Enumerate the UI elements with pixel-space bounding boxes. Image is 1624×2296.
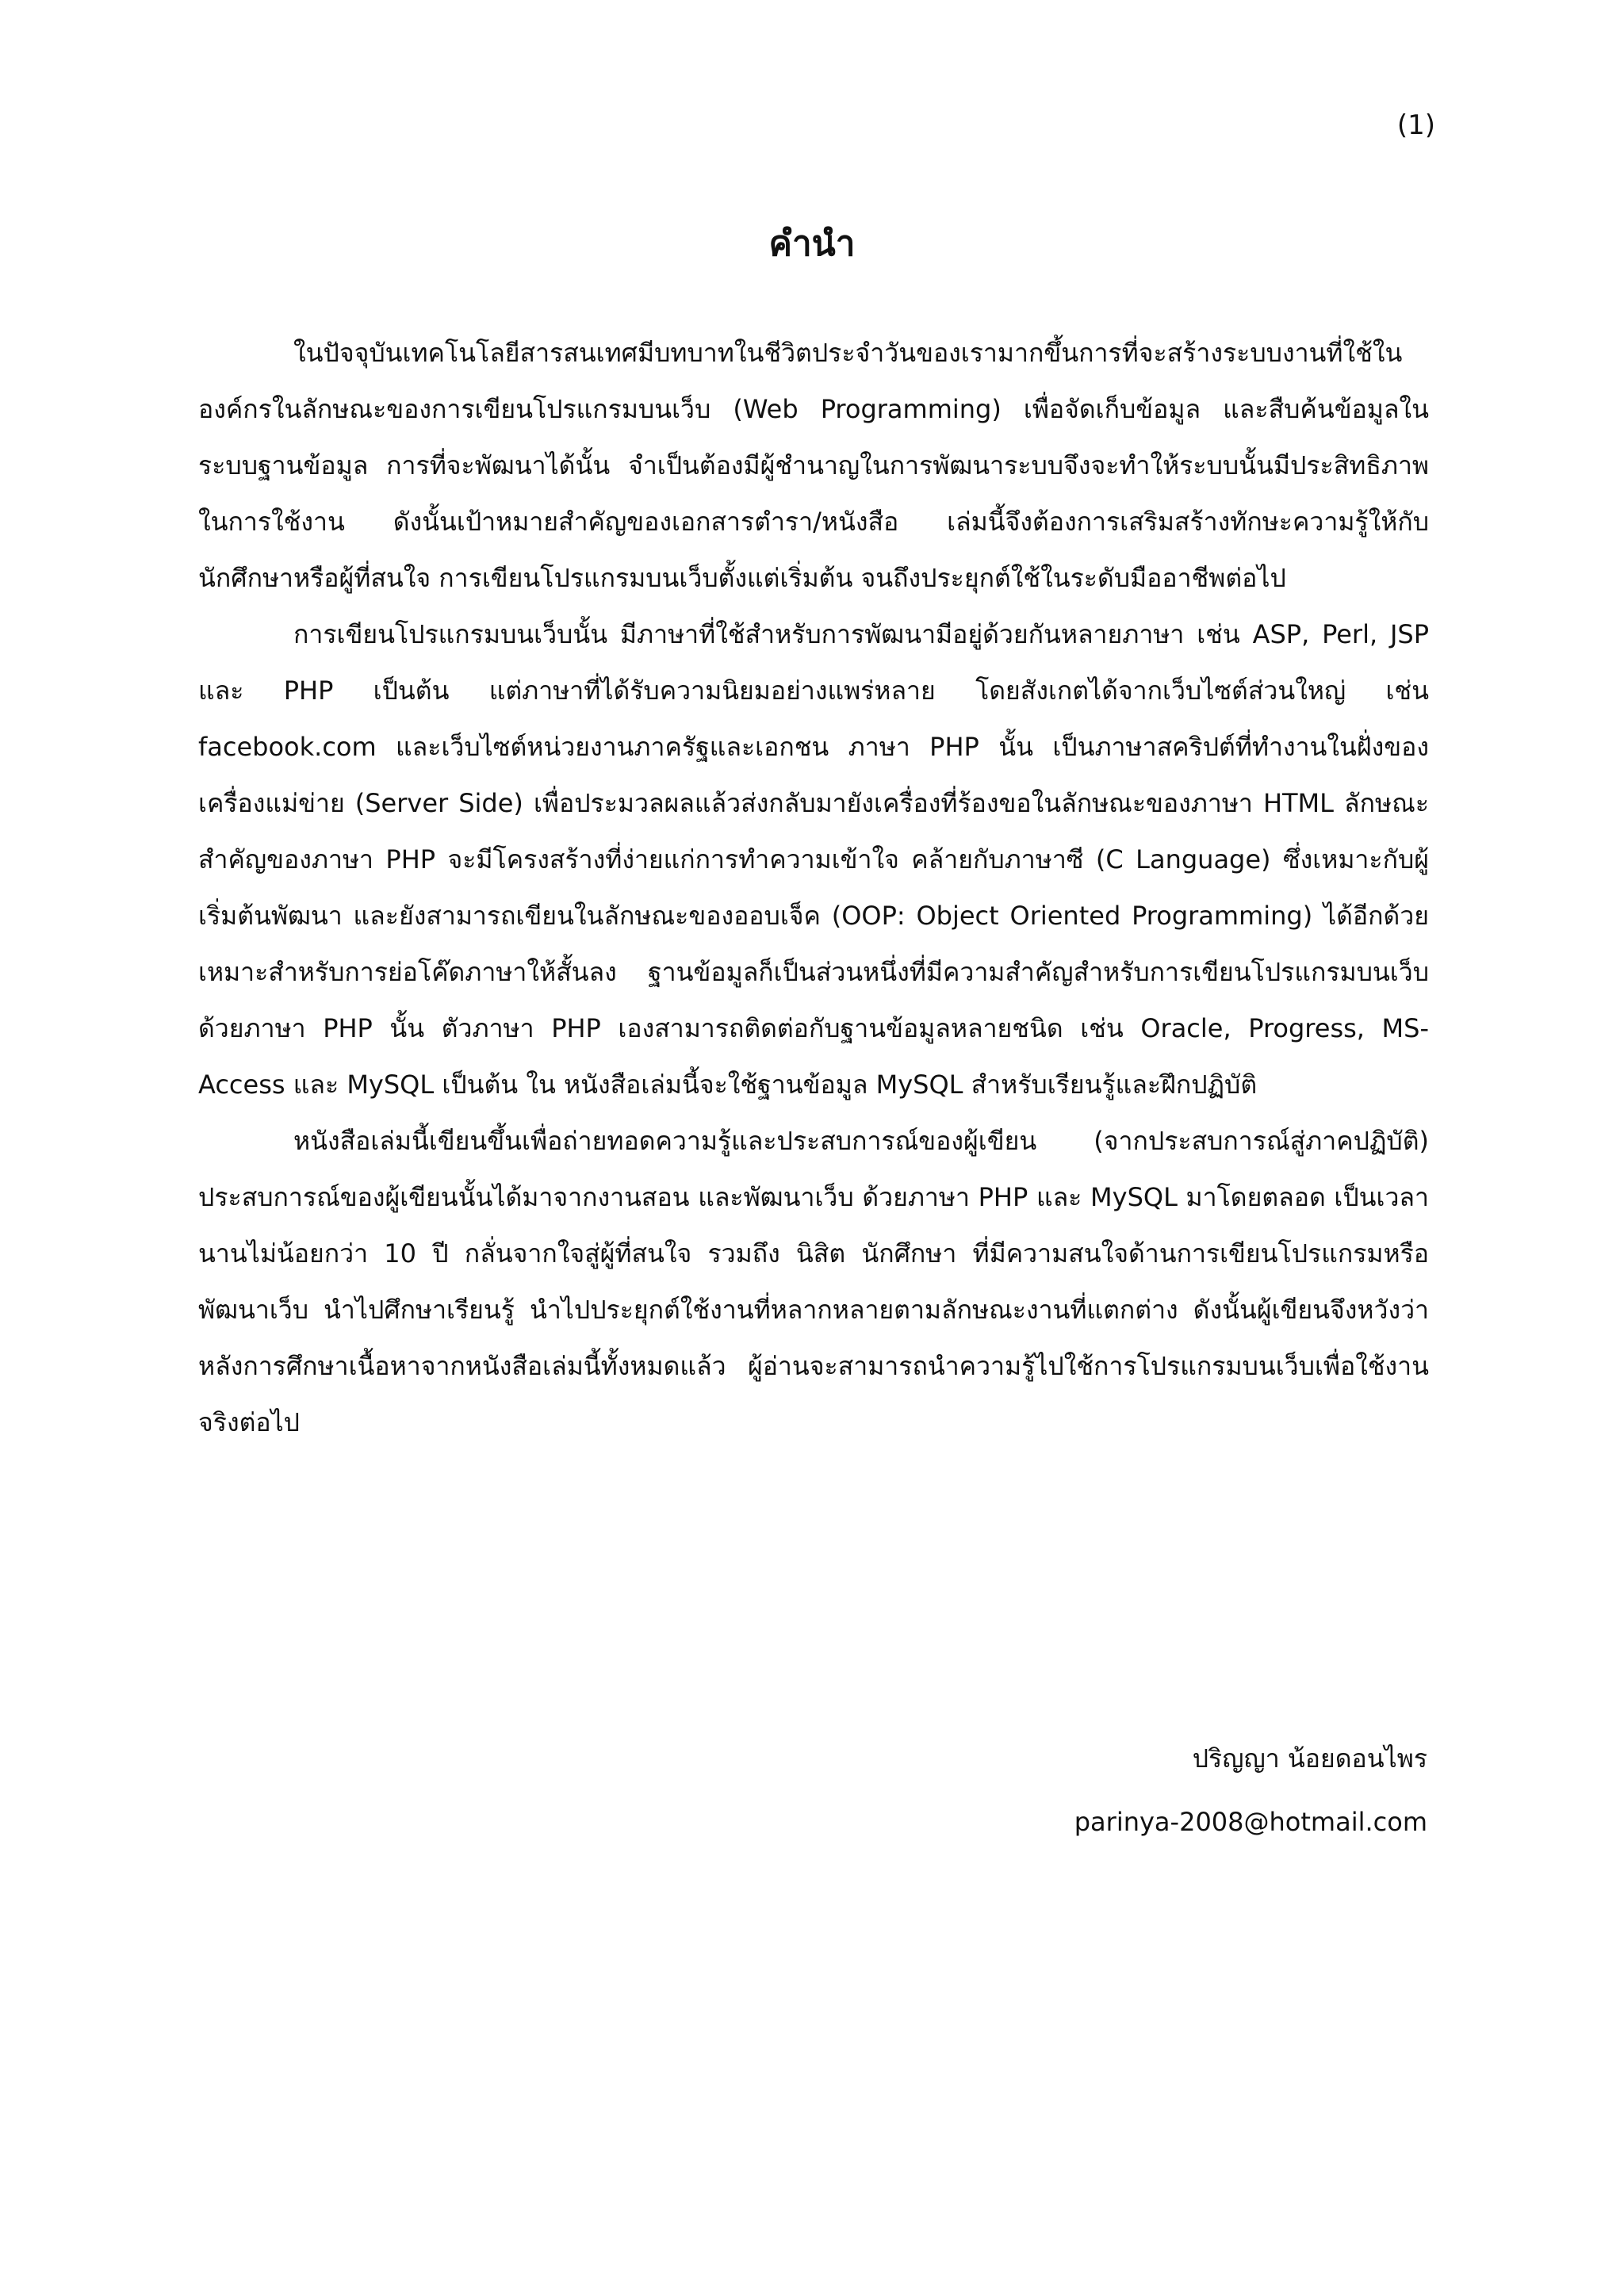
- page-number: (1): [1396, 109, 1435, 141]
- page-title: คำนำ: [768, 224, 856, 264]
- author-email: parinya-2008@hotmail.com: [1074, 1807, 1427, 1837]
- signature-block: [1074, 1727, 1427, 1854]
- body-text: [198, 325, 1429, 1451]
- author-name: ปริญญา น้อยดอนไพร: [1192, 1743, 1427, 1774]
- paragraph-1: ในปัจจุบันเทคโนโลยีสารสนเทศมีบทบาทในชีวิตประจำวันของเรามากขึ้นการที่จะสร้างระบบงานที่ใช้ในองค์กรในลักษณะของการเขียนโปรแกรมบนเว็บ (Web Programming) เพื่อจัดเก็บข้อมูล และสืบค้นข้อมูลในระบบฐานข้อมูล การที่จะพัฒนาได้นั้น จำเป็นต้องมีผู้ชำนาญในการพัฒนาระบบจึงจะทำให้ระบบนั้นมีประสิทธิภาพในการใช้งาน ดังนั้นเป้าหมายสำคัญของเอกสารตำรา/หนังสือ เล่มนี้จึงต้องการเสริมสร้างทักษะความรู้ให้กับนักศึกษาหรือผู้ที่สนใจ การเขียนโปรแกรมบนเว็บตั้งแต่เริ่มต้น จนถึงประยุกต์ใช้ในระดับมืออาชีพต่อไป: [198, 338, 1429, 593]
- paragraph-2: การเขียนโปรแกรมบนเว็บนั้น มีภาษาที่ใช้สำหรับการพัฒนามีอยู่ด้วยกันหลายภาษา เช่น ASP, Perl, JSP และ PHP เป็นต้น แต่ภาษาที่ได้รับความนิยมอย่างแพร่หลาย โดยสังเกตได้จากเว็บไซต์ส่วนใหญ่ เช่น facebook.com และเว็บไซต์หน่วยงานภาครัฐและเอกชน ภาษา PHP นั้น เป็นภาษาสคริปต์ที่ทำงานในฝั่งของเครื่องแม่ข่าย (Server Side) เพื่อประมวลผลแล้วส่งกลับมายังเครื่องที่ร้องขอในลักษณะของภาษา HTML ลักษณะสำคัญของภาษา PHP จะมีโครงสร้างที่ง่ายแก่การทำความเข้าใจ คล้ายกับภาษาซี (C Language) ซึ่งเหมาะกับผู้เริ่มต้นพัฒนา และยังสามารถเขียนในลักษณะของออบเจ็ค (OOP: Object Oriented Programming) ได้อีกด้วย เหมาะสำหรับการย่อโค๊ดภาษาให้สั้นลง ฐานข้อมูลก็เป็นส่วนหนึ่งที่มีความสำคัญสำหรับการเขียนโปรแกรมบนเว็บด้วยภาษา PHP นั้น ตัวภาษา PHP เองสามารถติดต่อกับฐานข้อมูลหลายชนิด เช่น Oracle, Progress, MS-Access และ MySQL เป็นต้น ใน หนังสือเล่มนี้จะใช้ฐานข้อมูล MySQL สำหรับเรียนรู้และฝึกปฏิบัติ: [198, 619, 1430, 1100]
- paragraph-3: หนังสือเล่มนี้เขียนขึ้นเพื่อถ่ายทอดความรู้และประสบการณ์ของผู้เขียน (จากประสบการณ์สู่ภาคปฏิบัติ) ประสบการณ์ของผู้เขียนนั้นได้มาจากงานสอน และพัฒนาเว็บ ด้วยภาษา PHP และ MySQL มาโดยตลอด เป็นเวลานานไม่น้อยกว่า 10 ปี กลั่นจากใจสู่ผู้ที่สนใจ รวมถึง นิสิต นักศึกษา ที่มีความสนใจด้านการเขียนโปรแกรมหรือพัฒนาเว็บ นำไปศึกษาเรียนรู้ นำไปประยุกต์ใช้งานที่หลากหลายตามลักษณะงานที่แตกต่าง ดังนั้นผู้เขียนจึงหวังว่า หลังการศึกษาเนื้อหาจากหนังสือเล่มนี้ทั้งหมดแล้ว ผู้อ่านจะสามารถนำความรู้ไปใช้การโปรแกรมบนเว็บเพื่อใช้งานจริงต่อไป: [198, 1126, 1429, 1437]
